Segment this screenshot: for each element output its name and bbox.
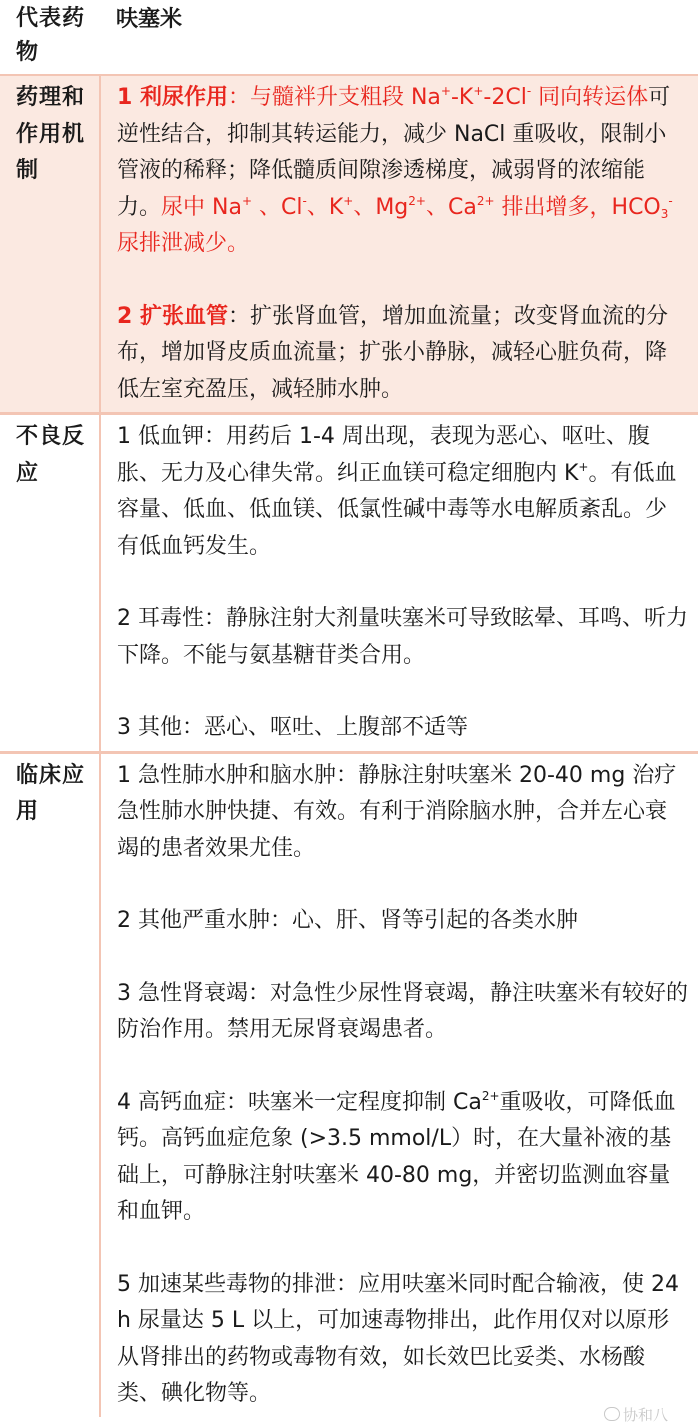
ototoxicity-paragraph: 2 耳毒性：静脉注射大剂量呋塞米可导致眩晕、耳鸣、听力下降。不能与氨基糖苷类合用。	[117, 606, 688, 668]
clinical-content	[100, 752, 698, 1417]
mechanism-row	[0, 75, 698, 414]
hypokalemia-paragraph: 1 低血钾：用药后 1-4 周出现，表现为恶心、呕吐、腹胀、无力及心律失常。纠正血镁可稳定细胞内 K+。有低血容量、低血、低血镁、低氯性碱中毒等水电解质紊乱。少有低血钙发生。	[117, 424, 677, 559]
clinical-label: 临床应用	[0, 752, 100, 1417]
vasodilation-paragraph: 2 扩张血管：扩张肾血管，增加血流量；改变肾血流的分布，增加肾皮质血流量；扩张小静脉，减轻心脏负荷，降低左室充盈压，减轻肺水肿。	[117, 303, 668, 402]
adverse-row	[0, 414, 698, 753]
mechanism-content	[100, 75, 698, 414]
edema-paragraph: 1 急性肺水肿和脑水肿：静脉注射呋塞米 20-40 mg 治疗急性肺水肿快捷、有效。有利于消除脑水肿，合并左心衰竭的患者效果尤佳。	[117, 762, 677, 861]
watermark-text: 协和八	[623, 1406, 669, 1424]
header-row	[0, 0, 698, 75]
adverse-content	[100, 414, 698, 753]
wechat-icon	[604, 1407, 620, 1421]
severe-edema-paragraph: 2 其他严重水肿：心、肝、肾等引起的各类水肿	[117, 908, 578, 933]
other-adverse-paragraph: 3 其他：恶心、呕吐、上腹部不适等	[117, 715, 468, 740]
adverse-label: 不良反应	[0, 414, 100, 753]
diuretic-paragraph: 1 利尿作用：与髓袢升支粗段 Na+-K+-2Cl- 同向转运体可逆性结合，抑制其转运能力，减少 NaCl 重吸收，限制小管液的稀释；降低髓质间隙渗透梯度，减弱肾的浓缩能力。尿中 Na+ 、Cl-、K+、$Mg^{2+}$、$Ca^{2+}$ 排出增多，$HCO_3^-$ 尿排泄减少。	[117, 84, 673, 256]
renal-failure-paragraph: 3 急性肾衰竭：对急性少尿性肾衰竭，静注呋塞米有较好的防治作用。禁用无尿肾衰竭患者。	[117, 980, 688, 1042]
header-label: 代表药物	[16, 6, 86, 65]
mechanism-label: 药理和作用机制	[0, 75, 100, 414]
drug-name: 呋塞米	[116, 7, 183, 32]
hypercalcemia-paragraph: 4 高钙血症：呋塞米一定程度抑制 $Ca^{2+}$重吸收，可降低血钙。高钙血症危象 (>3.5 mmol/L）时，在大量补液的基础上，可静脉注射呋塞米 40-80 mg，并密切监测血容量和血钾。	[117, 1088, 676, 1224]
toxin-excretion-paragraph: 5 加速某些毒物的排泄：应用呋塞米同时配合输液，使 24 h 尿量达 5 L 以上，可加速毒物排出，此作用仅对以原形从肾排出的药物或毒物有效，如长效巴比妥类、水杨酸类、碘化物等。	[117, 1271, 679, 1406]
clinical-row	[0, 752, 698, 1417]
watermark	[604, 1404, 668, 1425]
